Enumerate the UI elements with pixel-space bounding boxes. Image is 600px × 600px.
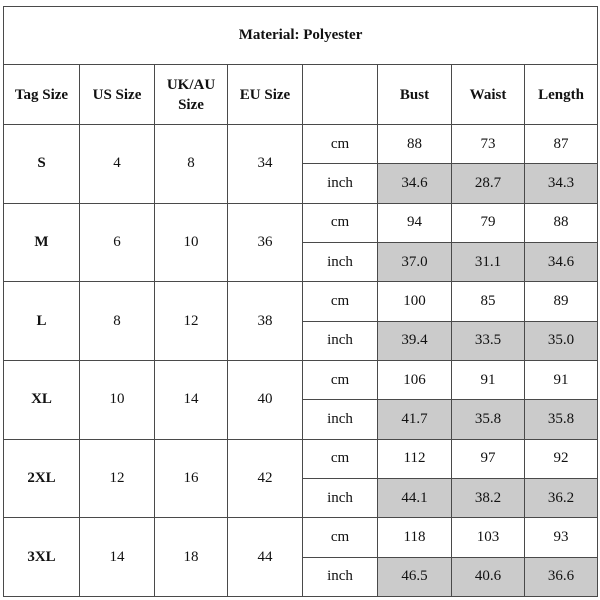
length-cm-cell: 88 [525, 203, 598, 242]
waist-cm-cell: 85 [452, 282, 525, 321]
waist-inch-cell: 33.5 [452, 321, 525, 360]
waist-inch-cell: 35.8 [452, 400, 525, 439]
unit-cm-cell: cm [303, 124, 378, 163]
us-size-cell: 14 [80, 518, 155, 597]
length-cm-cell: 91 [525, 360, 598, 399]
table-row [4, 439, 598, 478]
header-unit [303, 65, 378, 125]
bust-cm-cell: 100 [378, 282, 452, 321]
length-inch-cell: 34.3 [525, 164, 598, 203]
uk-au-size-cell: 14 [155, 360, 228, 439]
us-size-cell: 10 [80, 360, 155, 439]
unit-cm-cell: cm [303, 439, 378, 478]
chart-title: Material: Polyester [4, 7, 598, 65]
unit-inch-cell: inch [303, 321, 378, 360]
length-inch-cell: 34.6 [525, 242, 598, 281]
uk-au-size-cell: 12 [155, 282, 228, 361]
bust-inch-cell: 44.1 [378, 478, 452, 517]
uk-au-size-cell: 18 [155, 518, 228, 597]
uk-au-size-cell: 16 [155, 439, 228, 518]
waist-cm-cell: 79 [452, 203, 525, 242]
unit-cm-cell: cm [303, 518, 378, 557]
length-inch-cell: 36.6 [525, 557, 598, 596]
length-cm-cell: 92 [525, 439, 598, 478]
waist-inch-cell: 40.6 [452, 557, 525, 596]
us-size-cell: 12 [80, 439, 155, 518]
eu-size-cell: 42 [228, 439, 303, 518]
eu-size-cell: 44 [228, 518, 303, 597]
tag-size-cell: L [4, 282, 80, 361]
waist-inch-cell: 28.7 [452, 164, 525, 203]
length-cm-cell: 93 [525, 518, 598, 557]
table-row [4, 360, 598, 399]
header-tag-size: Tag Size [4, 65, 80, 125]
header-uk-au-line1: UK/AU [166, 76, 216, 93]
tag-size-cell: S [4, 124, 80, 203]
tag-size-cell: 2XL [4, 439, 80, 518]
unit-inch-cell: inch [303, 557, 378, 596]
uk-au-size-cell: 10 [155, 203, 228, 282]
waist-cm-cell: 73 [452, 124, 525, 163]
uk-au-size-cell: 8 [155, 124, 228, 203]
bust-cm-cell: 94 [378, 203, 452, 242]
waist-inch-cell: 31.1 [452, 242, 525, 281]
length-cm-cell: 89 [525, 282, 598, 321]
bust-cm-cell: 112 [378, 439, 452, 478]
table-row [4, 518, 598, 557]
bust-inch-cell: 46.5 [378, 557, 452, 596]
table-row [4, 203, 598, 242]
unit-cm-cell: cm [303, 282, 378, 321]
us-size-cell: 4 [80, 124, 155, 203]
size-chart-table [3, 6, 598, 597]
bust-cm-cell: 118 [378, 518, 452, 557]
length-cm-cell: 87 [525, 124, 598, 163]
header-row [4, 65, 598, 125]
bust-inch-cell: 34.6 [378, 164, 452, 203]
length-inch-cell: 35.0 [525, 321, 598, 360]
header-bust: Bust [378, 65, 452, 125]
eu-size-cell: 34 [228, 124, 303, 203]
waist-inch-cell: 38.2 [452, 478, 525, 517]
length-inch-cell: 36.2 [525, 478, 598, 517]
us-size-cell: 6 [80, 203, 155, 282]
unit-inch-cell: inch [303, 242, 378, 281]
length-inch-cell: 35.8 [525, 400, 598, 439]
bust-inch-cell: 37.0 [378, 242, 452, 281]
bust-cm-cell: 88 [378, 124, 452, 163]
header-uk-au-line2: Size [178, 96, 204, 113]
header-uk-au-size [155, 65, 228, 125]
us-size-cell: 8 [80, 282, 155, 361]
header-eu-size: EU Size [228, 65, 303, 125]
unit-inch-cell: inch [303, 478, 378, 517]
unit-inch-cell: inch [303, 400, 378, 439]
waist-cm-cell: 91 [452, 360, 525, 399]
header-length: Length [525, 65, 598, 125]
table-row [4, 124, 598, 163]
eu-size-cell: 36 [228, 203, 303, 282]
unit-cm-cell: cm [303, 203, 378, 242]
bust-cm-cell: 106 [378, 360, 452, 399]
header-waist: Waist [452, 65, 525, 125]
table-row [4, 282, 598, 321]
waist-cm-cell: 103 [452, 518, 525, 557]
waist-cm-cell: 97 [452, 439, 525, 478]
title-row [4, 7, 598, 65]
tag-size-cell: XL [4, 360, 80, 439]
header-us-size: US Size [80, 65, 155, 125]
bust-inch-cell: 41.7 [378, 400, 452, 439]
unit-inch-cell: inch [303, 164, 378, 203]
bust-inch-cell: 39.4 [378, 321, 452, 360]
tag-size-cell: M [4, 203, 80, 282]
eu-size-cell: 40 [228, 360, 303, 439]
tag-size-cell: 3XL [4, 518, 80, 597]
unit-cm-cell: cm [303, 360, 378, 399]
eu-size-cell: 38 [228, 282, 303, 361]
